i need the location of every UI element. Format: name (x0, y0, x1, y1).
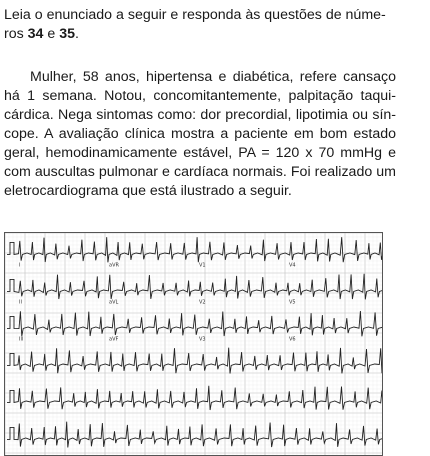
ecg-lead-label: V3 (199, 336, 206, 343)
ecg-lead-label: aVL (109, 299, 119, 306)
case-line: com auscultas pulmonar e cardíaca normais. Foi realizado (4, 164, 373, 180)
instruction-conjunction: e (43, 26, 60, 42)
ecg-lead-label: V5 (289, 299, 296, 306)
ecg-lead-label: aVR (109, 262, 119, 269)
case-line: há 1 semana. Notou, concomitantemente, palpitação taqui- (4, 88, 396, 104)
instruction-line-2-start: ros (4, 26, 28, 42)
case-line: cárdica. Nega sintomas como: dor precordial, lipotimia ou sín- (4, 107, 396, 123)
ecg-lead-label: III (19, 336, 24, 343)
ecg-trace-row (7, 311, 382, 336)
ecg-trace-row (7, 274, 382, 300)
ecg-lead-label: V2 (199, 299, 206, 306)
clinical-case-paragraph (4, 68, 396, 201)
case-line: um eletrocardiograma que está ilustrado a seguir. (4, 164, 397, 199)
ecg-trace-row (7, 348, 382, 374)
ecg-lead-label: I (19, 262, 21, 269)
case-line: Mulher, 58 anos, hipertensa e diabética, refere cansaço (30, 69, 396, 85)
ecg-lead-label: aVF (109, 336, 119, 343)
ecg-lead-label: II (19, 299, 22, 306)
ecg-lead-label: V1 (199, 262, 206, 269)
case-line: cope. A avaliação clínica mostra a paciente em bom estado (4, 126, 396, 142)
question-number-35: 35 (59, 26, 75, 42)
ecg-tracing-image (4, 232, 383, 456)
ecg-lead-label: V6 (289, 336, 296, 343)
ecg-lead-label: V4 (289, 262, 296, 269)
ecg-trace-row (7, 386, 382, 410)
instruction-line-1: Leia o enunciado a seguir e responda às questões de núme- (4, 7, 386, 23)
case-line: geral, hemodinamicamente estável, PA = 120 x 70 mmHg e (4, 145, 396, 161)
instruction-period: . (75, 26, 79, 42)
ecg-trace-row (7, 422, 382, 448)
instruction-text (4, 6, 404, 44)
question-number-34: 34 (27, 26, 44, 42)
ecg-svg (5, 233, 382, 455)
